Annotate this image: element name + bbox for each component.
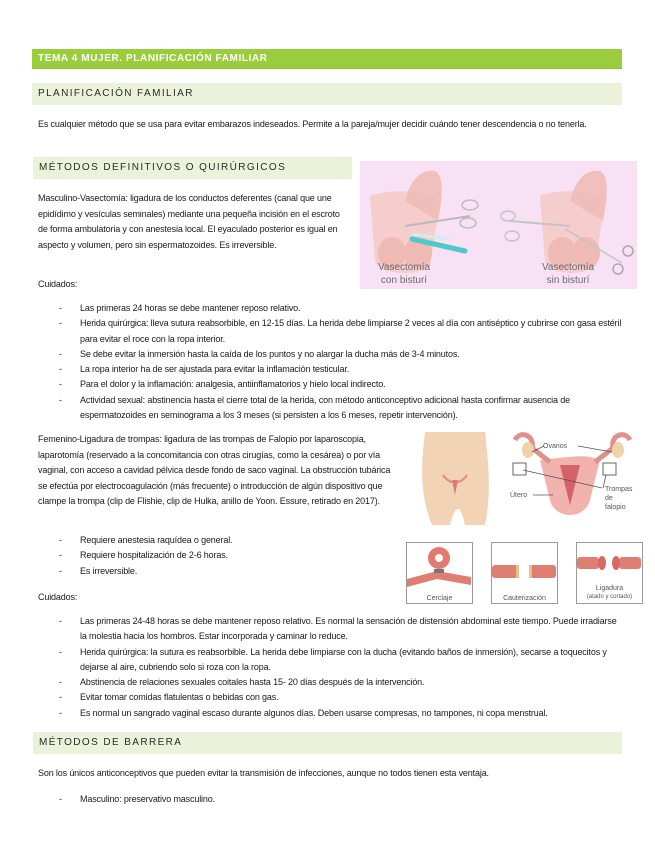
- list-item: [53, 614, 623, 645]
- list-item-text: Se debe evitar la inmersión hasta la caída de los puntos y no alargar la ducha más de 3-4 minutos.: [80, 348, 460, 359]
- list-item-text: Requiere hospitalización de 2-6 horas.: [80, 550, 228, 561]
- list-item-text: Para el dolor y la inflamación: analgesia, antiinflamatorios y hielo local indirecto.: [80, 379, 386, 390]
- cerclaje-icon: [407, 543, 471, 589]
- list-item-text: Herida quirúrgica: lleva sutura reabsorbible, en 12-15 días. La herida debe limpiarse 2 veces al día con antiséptico y cubrirse con gasa estéril para evitar el roce con la ropa interior.: [80, 318, 622, 344]
- caption-line: Vasectomía: [541, 262, 595, 273]
- vasectomy-caption-with-scalpel: [364, 261, 444, 287]
- list-item-text: Las primeras 24-48 horas se debe mantener reposo relativo. Es normal la sensación de distensión abdominal este tiempo. Puede irradiarse la molestia hacia los hombros. Estar incorporada y caminar lo reduce.: [80, 616, 617, 642]
- cauterizacion-icon: [492, 543, 556, 589]
- list-item: [53, 792, 623, 807]
- list-item: [53, 393, 623, 424]
- list-item-text: Masculino: preservativo masculino.: [80, 794, 215, 804]
- caption-cerclaje: Cerclaje: [426, 595, 453, 602]
- technique-cauterizacion-image: [491, 542, 558, 604]
- ligadura-icon: [577, 543, 641, 579]
- dash-bullet: -: [59, 646, 62, 657]
- section-heading-planificacion: PLANIFICACIÓN FAMILIAR: [32, 83, 622, 105]
- caption-line: Vasectomía: [377, 262, 431, 273]
- list-item: [53, 645, 623, 676]
- list-item: [53, 690, 623, 705]
- dash-bullet: -: [59, 692, 62, 703]
- caption-line: sin bisturí: [546, 275, 590, 286]
- list-item-text: Las primeras 24 horas se debe mantener reposo relativo.: [80, 303, 301, 313]
- cuidados-label-ligadura: Cuidados:: [38, 592, 78, 602]
- dash-bullet: -: [59, 794, 62, 804]
- vasectomy-illustration: [360, 161, 637, 289]
- ligadura-description: Femenino-Ligadura de trompas: ligadura de las trompas de Falopio por laparoscopia, laparotomía (reservado a la concomitancia con otras cirugías, como la cesárea) o por vía vaginal, con acceso a cavidad pélvica desde fondo de saco vaginal. La obstrucción tubárica se efectúa por electrocoagulación (más frecuente) o introducción de algún dispositivo que clampe la trompa (clip de Flishie, clip de Hulka, anillo de Yoon. Essure, retirado en 2017).: [38, 434, 391, 506]
- female-anatomy-illustration: [410, 430, 642, 530]
- list-item: [53, 316, 623, 347]
- list-item-text: Herida quirúrgica: la sutura es reabsorbible. La herida debe limpiarse con la ducha (evitando baños de inmersión), secarse a toquecitos y dejarse al aire, cubriendo solo si roza con la ropa.: [80, 646, 607, 672]
- list-item-text: Evitar tomar comidas flatulentas o bebidas con gas.: [80, 692, 279, 703]
- ligadura-features-list: [53, 533, 373, 579]
- planificacion-definition: Es cualquier método que se usa para evitar embarazos indeseados. Permite a la pareja/mujer decidir cuándo tener descendencia o no tenerla.: [38, 119, 587, 129]
- dash-bullet: -: [59, 616, 62, 626]
- vasectomia-description: Masculino-Vasectomía: ligadura de los conductos deferentes (canal que une epidídimo y vesículas seminales) mediante una pequeña incisión en el escroto de forma ambulatoria y con anestesia local. El eyaculado posterior es igual en aspecto y volumen, pero sin espermatozoides. Es irreversible.: [38, 193, 340, 250]
- dash-bullet: -: [59, 348, 62, 359]
- label-line: de: [605, 495, 613, 502]
- label-line: Trompas: [605, 486, 633, 493]
- list-item: [53, 706, 623, 721]
- list-item: [53, 347, 623, 362]
- label-line: falopio: [605, 504, 626, 511]
- list-item: [53, 377, 623, 392]
- list-item-text: Actividad sexual: abstinencia hasta el cierre total de la herida, con método anticonceptivo adicional hasta confirmar ausencia de espermatozoides en seminograma a los 3 meses (si persisten a los 6 meses, repetir intervención).: [80, 394, 570, 421]
- list-item-text: Abstinencia de relaciones sexuales coitales hasta 15- 20 días después de la intervención.: [80, 677, 425, 688]
- list-item: [53, 675, 623, 690]
- dash-bullet: -: [59, 535, 62, 545]
- caption-cauterizacion: Cauterización: [503, 595, 546, 602]
- label-utero: Útero: [510, 492, 528, 499]
- barrera-list: [53, 792, 623, 807]
- technique-ligadura-image: [576, 542, 643, 604]
- list-item: [53, 533, 373, 548]
- section-heading-definitivos: MÉTODOS DEFINITIVOS O QUIRÚRGICOS: [33, 157, 352, 179]
- caption-ligadura: Ligadura: [595, 585, 624, 592]
- dash-bullet: -: [59, 394, 62, 405]
- label-ovarios: Ovarios: [543, 443, 568, 450]
- cuidados-label-vasectomia: Cuidados:: [38, 279, 78, 289]
- caption-ligadura-sub: (atado y cortado): [586, 594, 633, 600]
- label-trompas-falopio: [605, 485, 632, 512]
- list-item-text: Es irreversible.: [80, 565, 138, 576]
- list-item-text: Requiere anestesia raquídea o general.: [80, 535, 233, 545]
- dash-bullet: -: [59, 550, 62, 561]
- list-item: [53, 362, 623, 377]
- dash-bullet: -: [59, 379, 62, 390]
- technique-cerclaje-image: [406, 542, 473, 604]
- list-item: [53, 548, 373, 563]
- caption-line: con bisturí: [380, 275, 428, 286]
- uterus-diagram-icon: [410, 430, 642, 530]
- dash-bullet: -: [59, 318, 62, 329]
- dash-bullet: -: [59, 677, 62, 688]
- dash-bullet: -: [59, 565, 62, 576]
- dash-bullet: -: [59, 364, 62, 375]
- dash-bullet: -: [59, 303, 62, 313]
- list-item: [53, 301, 623, 316]
- list-item-text: La ropa interior ha de ser ajustada para evitar la inflamación testicular.: [80, 364, 350, 375]
- section-heading-barrera: MÉTODOS DE BARRERA: [33, 732, 622, 754]
- list-item: [53, 564, 373, 579]
- cuidados-vasectomia-list: [53, 301, 623, 423]
- barrera-description: Son los únicos anticonceptivos que pueden evitar la transmisión de infecciones, aunque no todos tienen esta ventaja.: [38, 768, 489, 778]
- document-title-bar: TEMA 4 MUJER. PLANIFICACIÓN FAMILIAR: [32, 49, 622, 69]
- vasectomy-caption-without-scalpel: [528, 261, 608, 287]
- cuidados-ligadura-list: [53, 614, 623, 721]
- dash-bullet: -: [59, 707, 62, 718]
- list-item-text: Es normal un sangrado vaginal escaso durante algunos días. Deben usarse compresas, no tampones, ni copa menstrual.: [80, 707, 548, 718]
